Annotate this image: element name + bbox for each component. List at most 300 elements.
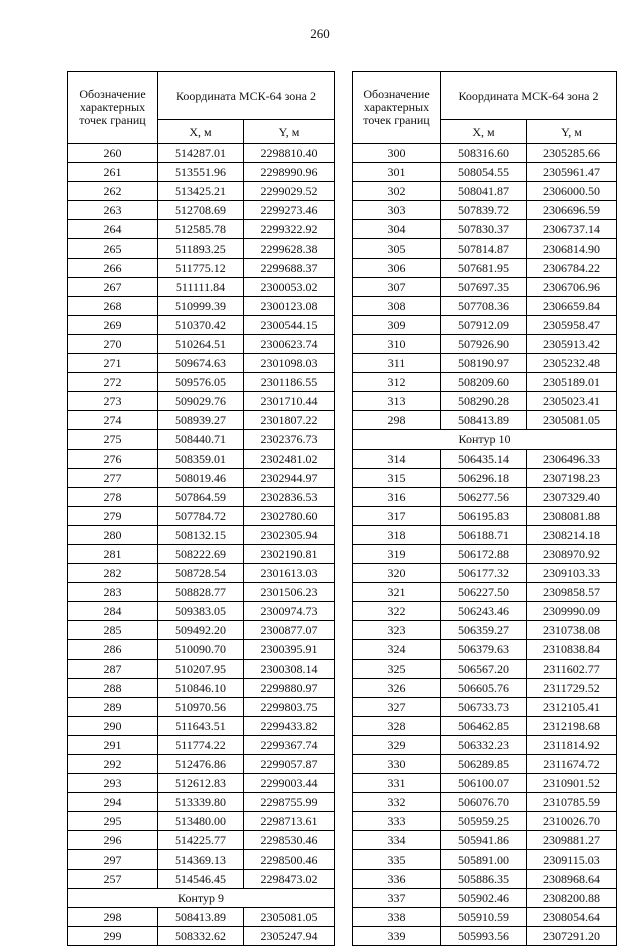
table-row: [353, 258, 617, 277]
y-coordinate-cell: 2299322.92: [244, 220, 335, 239]
y-coordinate-cell: 2305285.66: [527, 144, 617, 163]
table-row: [353, 812, 617, 831]
table-row: [353, 888, 617, 907]
y-coordinate-cell: 2306814.90: [527, 239, 617, 258]
x-coordinate-cell: 508290.28: [441, 392, 527, 411]
x-coordinate-cell: 507912.09: [441, 315, 527, 334]
y-coordinate-cell: 2301807.22: [244, 411, 335, 430]
point-number-cell: 292: [68, 755, 158, 774]
y-coordinate-cell: 2300053.02: [244, 277, 335, 296]
y-coordinate-cell: 2311674.72: [527, 755, 617, 774]
point-number-cell: 298: [68, 907, 158, 926]
y-coordinate-cell: 2305081.05: [244, 907, 335, 926]
contour-label: Контур 10: [353, 430, 617, 449]
table-row: [68, 487, 335, 506]
x-coordinate-cell: 512708.69: [158, 201, 244, 220]
y-coordinate-cell: 2302836.53: [244, 487, 335, 506]
point-number-cell: 331: [353, 774, 441, 793]
table-row: [68, 812, 335, 831]
y-coordinate-cell: 2299367.74: [244, 735, 335, 754]
point-number-cell: 278: [68, 487, 158, 506]
y-coordinate-cell: 2301710.44: [244, 392, 335, 411]
x-coordinate-cell: 510846.10: [158, 678, 244, 697]
table-row: [353, 144, 617, 163]
y-coordinate-cell: 2310738.08: [527, 621, 617, 640]
x-coordinate-cell: 505993.56: [441, 926, 527, 945]
point-number-cell: 289: [68, 697, 158, 716]
table-row: [68, 239, 335, 258]
y-coordinate-cell: 2299273.46: [244, 201, 335, 220]
y-coordinate-cell: 2311729.52: [527, 678, 617, 697]
table-row: [353, 373, 617, 392]
x-coordinate-cell: 508209.60: [441, 373, 527, 392]
point-number-cell: 279: [68, 506, 158, 525]
point-number-cell: 257: [68, 869, 158, 888]
table-row: [68, 869, 335, 888]
x-coordinate-cell: 509029.76: [158, 392, 244, 411]
x-coordinate-cell: 513339.80: [158, 793, 244, 812]
table-row: [68, 621, 335, 640]
point-number-cell: 339: [353, 926, 441, 945]
x-coordinate-cell: 505886.35: [441, 869, 527, 888]
page-number: 260: [310, 26, 330, 41]
y-header: Y, м: [527, 120, 617, 144]
x-coordinate-cell: 512612.83: [158, 774, 244, 793]
table-row: [68, 774, 335, 793]
point-number-cell: 307: [353, 277, 441, 296]
point-number-cell: 260: [68, 144, 158, 163]
point-number-cell: 328: [353, 716, 441, 735]
table-row: [353, 583, 617, 602]
point-number-cell: 275: [68, 430, 158, 449]
table-row: [353, 831, 617, 850]
point-number-cell: 290: [68, 716, 158, 735]
y-coordinate-cell: 2299880.97: [244, 678, 335, 697]
y-coordinate-cell: 2307198.23: [527, 468, 617, 487]
table-row: [353, 564, 617, 583]
y-coordinate-cell: 2301186.55: [244, 373, 335, 392]
y-coordinate-cell: 2308081.88: [527, 506, 617, 525]
x-coordinate-cell: 508132.15: [158, 525, 244, 544]
point-number-cell: 294: [68, 793, 158, 812]
x-coordinate-cell: 508316.60: [441, 144, 527, 163]
x-header: X, м: [158, 120, 244, 144]
y-coordinate-cell: 2308968.64: [527, 869, 617, 888]
table-row: [68, 697, 335, 716]
point-number-cell: 302: [353, 182, 441, 201]
point-number-cell: 311: [353, 354, 441, 373]
x-coordinate-cell: 514287.01: [158, 144, 244, 163]
point-number-cell: 322: [353, 602, 441, 621]
y-coordinate-cell: 2309858.57: [527, 583, 617, 602]
y-coordinate-cell: 2300395.91: [244, 640, 335, 659]
table-row: [68, 793, 335, 812]
table-row: [353, 487, 617, 506]
table-row: [353, 411, 617, 430]
x-coordinate-cell: 506243.46: [441, 602, 527, 621]
table-row: [68, 430, 335, 449]
y-coordinate-cell: 2305232.48: [527, 354, 617, 373]
x-coordinate-cell: 507784.72: [158, 506, 244, 525]
y-coordinate-cell: 2302481.02: [244, 449, 335, 468]
point-number-cell: 269: [68, 315, 158, 334]
x-coordinate-cell: 512585.78: [158, 220, 244, 239]
y-coordinate-cell: 2301098.03: [244, 354, 335, 373]
table-row: [353, 640, 617, 659]
table-row: [68, 468, 335, 487]
table-row: [68, 831, 335, 850]
table-row: [68, 659, 335, 678]
table-row: [68, 525, 335, 544]
y-coordinate-cell: 2302376.73: [244, 430, 335, 449]
point-number-cell: 291: [68, 735, 158, 754]
table-row: [353, 544, 617, 563]
point-number-cell: 262: [68, 182, 158, 201]
x-coordinate-cell: 514225.77: [158, 831, 244, 850]
zone-header: Координата МСК-64 зона 2: [441, 72, 617, 120]
point-number-cell: 335: [353, 850, 441, 869]
table-row: [353, 354, 617, 373]
x-coordinate-cell: 508019.46: [158, 468, 244, 487]
point-number-cell: 281: [68, 544, 158, 563]
table-row: [68, 354, 335, 373]
point-number-cell: 327: [353, 697, 441, 716]
point-number-cell: 332: [353, 793, 441, 812]
point-number-cell: 299: [68, 926, 158, 945]
point-number-cell: 330: [353, 755, 441, 774]
point-number-cell: 300: [353, 144, 441, 163]
x-coordinate-cell: 509492.20: [158, 621, 244, 640]
point-number-cell: 304: [353, 220, 441, 239]
table-row: [353, 182, 617, 201]
x-coordinate-cell: 508440.71: [158, 430, 244, 449]
table-row: [68, 640, 335, 659]
point-number-cell: 268: [68, 296, 158, 315]
x-coordinate-cell: 510090.70: [158, 640, 244, 659]
y-coordinate-cell: 2308214.18: [527, 525, 617, 544]
point-number-cell: 280: [68, 525, 158, 544]
y-coordinate-cell: 2302190.81: [244, 544, 335, 563]
y-coordinate-cell: 2311602.77: [527, 659, 617, 678]
y-coordinate-cell: 2300877.07: [244, 621, 335, 640]
zone-header: Координата МСК-64 зона 2: [158, 72, 335, 120]
table-row: [353, 468, 617, 487]
point-number-cell: 323: [353, 621, 441, 640]
table-row: [68, 201, 335, 220]
y-coordinate-cell: 2299057.87: [244, 755, 335, 774]
x-coordinate-cell: 506188.71: [441, 525, 527, 544]
point-number-cell: 276: [68, 449, 158, 468]
point-number-cell: 309: [353, 315, 441, 334]
y-coordinate-cell: 2305189.01: [527, 373, 617, 392]
y-coordinate-cell: 2310901.52: [527, 774, 617, 793]
y-coordinate-cell: 2306784.22: [527, 258, 617, 277]
contour-label: Контур 9: [68, 888, 335, 907]
y-coordinate-cell: 2308200.88: [527, 888, 617, 907]
y-coordinate-cell: 2300623.74: [244, 334, 335, 353]
x-coordinate-cell: 508728.54: [158, 564, 244, 583]
y-coordinate-cell: 2310026.70: [527, 812, 617, 831]
y-header: Y, м: [244, 120, 335, 144]
table-row: [68, 258, 335, 277]
point-number-cell: 266: [68, 258, 158, 277]
table-row: [353, 239, 617, 258]
x-coordinate-cell: 508359.01: [158, 449, 244, 468]
x-coordinate-cell: 510207.95: [158, 659, 244, 678]
x-coordinate-cell: 506462.85: [441, 716, 527, 735]
point-number-cell: 285: [68, 621, 158, 640]
x-coordinate-cell: 511775.12: [158, 258, 244, 277]
x-coordinate-cell: 509383.05: [158, 602, 244, 621]
point-number-cell: 316: [353, 487, 441, 506]
x-coordinate-cell: 508054.55: [441, 163, 527, 182]
point-number-cell: 338: [353, 907, 441, 926]
y-coordinate-cell: 2306000.50: [527, 182, 617, 201]
table-row: [68, 411, 335, 430]
table-row: [353, 163, 617, 182]
table-row: [353, 678, 617, 697]
point-number-cell: 261: [68, 163, 158, 182]
point-number-cell: 301: [353, 163, 441, 182]
table-row: [353, 315, 617, 334]
table-row: [353, 220, 617, 239]
y-coordinate-cell: 2299688.37: [244, 258, 335, 277]
point-number-cell: 320: [353, 564, 441, 583]
table-row: [353, 907, 617, 926]
x-coordinate-cell: 506172.88: [441, 544, 527, 563]
y-coordinate-cell: 2298500.46: [244, 850, 335, 869]
x-coordinate-cell: 511893.25: [158, 239, 244, 258]
y-coordinate-cell: 2300544.15: [244, 315, 335, 334]
x-coordinate-cell: 506359.27: [441, 621, 527, 640]
y-coordinate-cell: 2305023.41: [527, 392, 617, 411]
y-coordinate-cell: 2298755.99: [244, 793, 335, 812]
point-number-cell: 283: [68, 583, 158, 602]
point-number-cell: 306: [353, 258, 441, 277]
table-row: [68, 334, 335, 353]
x-coordinate-cell: 506379.63: [441, 640, 527, 659]
point-number-cell: 305: [353, 239, 441, 258]
coordinates-table-left: [67, 71, 335, 946]
y-coordinate-cell: 2301506.23: [244, 583, 335, 602]
point-number-cell: 310: [353, 334, 441, 353]
point-number-cell: 303: [353, 201, 441, 220]
point-number-cell: 318: [353, 525, 441, 544]
x-coordinate-cell: 513480.00: [158, 812, 244, 831]
y-coordinate-cell: 2309115.03: [527, 850, 617, 869]
point-number-cell: 287: [68, 659, 158, 678]
point-number-cell: 321: [353, 583, 441, 602]
y-coordinate-cell: 2309881.27: [527, 831, 617, 850]
y-coordinate-cell: 2310838.84: [527, 640, 617, 659]
table-row: [68, 449, 335, 468]
table-row: [353, 659, 617, 678]
table-row: [353, 735, 617, 754]
x-coordinate-cell: 506277.56: [441, 487, 527, 506]
point-number-cell: 337: [353, 888, 441, 907]
y-coordinate-cell: 2300123.08: [244, 296, 335, 315]
x-coordinate-cell: 510999.39: [158, 296, 244, 315]
point-number-cell: 298: [353, 411, 441, 430]
point-number-cell: 274: [68, 411, 158, 430]
point-number-cell: 315: [353, 468, 441, 487]
table-row: [68, 735, 335, 754]
point-number-cell: 270: [68, 334, 158, 353]
point-number-cell: 288: [68, 678, 158, 697]
table-row: [353, 926, 617, 945]
y-coordinate-cell: 2298810.40: [244, 144, 335, 163]
table-row: [353, 850, 617, 869]
x-coordinate-cell: 506435.14: [441, 449, 527, 468]
point-number-cell: 293: [68, 774, 158, 793]
x-coordinate-cell: 512476.86: [158, 755, 244, 774]
table-row: [68, 716, 335, 735]
x-coordinate-cell: 514546.45: [158, 869, 244, 888]
y-coordinate-cell: 2308054.64: [527, 907, 617, 926]
table-row: [68, 602, 335, 621]
y-coordinate-cell: 2305958.47: [527, 315, 617, 334]
y-coordinate-cell: 2307329.40: [527, 487, 617, 506]
y-coordinate-cell: 2305961.47: [527, 163, 617, 182]
point-number-cell: 326: [353, 678, 441, 697]
point-number-cell: 272: [68, 373, 158, 392]
x-coordinate-cell: 511111.84: [158, 277, 244, 296]
point-number-cell: 267: [68, 277, 158, 296]
table-row: [353, 392, 617, 411]
table-row: [353, 296, 617, 315]
y-coordinate-cell: 2298990.96: [244, 163, 335, 182]
table-row: [68, 583, 335, 602]
y-coordinate-cell: 2302944.97: [244, 468, 335, 487]
y-coordinate-cell: 2299029.52: [244, 182, 335, 201]
point-number-cell: 295: [68, 812, 158, 831]
y-coordinate-cell: 2306706.96: [527, 277, 617, 296]
x-coordinate-cell: 508413.89: [158, 907, 244, 926]
y-coordinate-cell: 2306496.33: [527, 449, 617, 468]
x-coordinate-cell: 505910.59: [441, 907, 527, 926]
table-row: [353, 277, 617, 296]
table-row: [68, 163, 335, 182]
x-coordinate-cell: 514369.13: [158, 850, 244, 869]
contour-row: [353, 430, 617, 449]
x-coordinate-cell: 507864.59: [158, 487, 244, 506]
x-coordinate-cell: 507697.35: [441, 277, 527, 296]
y-coordinate-cell: 2298713.61: [244, 812, 335, 831]
y-coordinate-cell: 2305081.05: [527, 411, 617, 430]
table-row: [68, 296, 335, 315]
x-coordinate-cell: 507681.95: [441, 258, 527, 277]
point-number-cell: 325: [353, 659, 441, 678]
x-coordinate-cell: 505941.86: [441, 831, 527, 850]
table-row: [353, 602, 617, 621]
x-coordinate-cell: 508413.89: [441, 411, 527, 430]
point-number-cell: 286: [68, 640, 158, 659]
point-number-cell: 265: [68, 239, 158, 258]
table-row: [68, 277, 335, 296]
table-row: [353, 506, 617, 525]
y-coordinate-cell: 2306696.59: [527, 201, 617, 220]
x-coordinate-cell: 506076.70: [441, 793, 527, 812]
point-number-cell: 317: [353, 506, 441, 525]
y-coordinate-cell: 2298530.46: [244, 831, 335, 850]
table-row: [353, 201, 617, 220]
y-coordinate-cell: 2305913.42: [527, 334, 617, 353]
y-coordinate-cell: 2308970.92: [527, 544, 617, 563]
table-row: [353, 525, 617, 544]
y-coordinate-cell: 2311814.92: [527, 735, 617, 754]
x-header: X, м: [441, 120, 527, 144]
x-coordinate-cell: 510370.42: [158, 315, 244, 334]
y-coordinate-cell: 2302305.94: [244, 525, 335, 544]
table-row: [68, 144, 335, 163]
point-number-cell: 271: [68, 354, 158, 373]
table-row: [68, 850, 335, 869]
point-number-cell: 329: [353, 735, 441, 754]
y-coordinate-cell: 2309990.09: [527, 602, 617, 621]
y-coordinate-cell: 2302780.60: [244, 506, 335, 525]
designation-header: Обозначение характерных точек границ: [68, 72, 158, 144]
x-coordinate-cell: 507830.37: [441, 220, 527, 239]
point-number-cell: 319: [353, 544, 441, 563]
table-row: [68, 315, 335, 334]
x-coordinate-cell: 505959.25: [441, 812, 527, 831]
y-coordinate-cell: 2299433.82: [244, 716, 335, 735]
x-coordinate-cell: 508041.87: [441, 182, 527, 201]
table-row: [353, 869, 617, 888]
table-row: [353, 755, 617, 774]
table-row: [68, 544, 335, 563]
x-coordinate-cell: 513551.96: [158, 163, 244, 182]
x-coordinate-cell: 508828.77: [158, 583, 244, 602]
coordinates-table-right: [352, 71, 617, 946]
point-number-cell: 297: [68, 850, 158, 869]
x-coordinate-cell: 506100.07: [441, 774, 527, 793]
point-number-cell: 336: [353, 869, 441, 888]
x-coordinate-cell: 508190.97: [441, 354, 527, 373]
x-coordinate-cell: 506195.83: [441, 506, 527, 525]
x-coordinate-cell: 508332.62: [158, 926, 244, 945]
table-row: [68, 182, 335, 201]
x-coordinate-cell: 506332.23: [441, 735, 527, 754]
x-coordinate-cell: 509674.63: [158, 354, 244, 373]
table-row: [353, 697, 617, 716]
table-row: [68, 678, 335, 697]
x-coordinate-cell: 507814.87: [441, 239, 527, 258]
x-coordinate-cell: 507926.90: [441, 334, 527, 353]
y-coordinate-cell: 2305247.94: [244, 926, 335, 945]
table-row: [68, 373, 335, 392]
point-number-cell: 282: [68, 564, 158, 583]
point-number-cell: 312: [353, 373, 441, 392]
table-row: [68, 564, 335, 583]
x-coordinate-cell: 511643.51: [158, 716, 244, 735]
point-number-cell: 324: [353, 640, 441, 659]
x-coordinate-cell: 506227.50: [441, 583, 527, 602]
y-coordinate-cell: 2307291.20: [527, 926, 617, 945]
table-row: [353, 774, 617, 793]
table-row: [68, 907, 335, 926]
table-row: [68, 506, 335, 525]
y-coordinate-cell: 2300974.73: [244, 602, 335, 621]
x-coordinate-cell: 508222.69: [158, 544, 244, 563]
point-number-cell: 313: [353, 392, 441, 411]
x-coordinate-cell: 507839.72: [441, 201, 527, 220]
x-coordinate-cell: 508939.27: [158, 411, 244, 430]
table-row: [68, 755, 335, 774]
y-coordinate-cell: 2312198.68: [527, 716, 617, 735]
table-row: [68, 392, 335, 411]
x-coordinate-cell: 505891.00: [441, 850, 527, 869]
